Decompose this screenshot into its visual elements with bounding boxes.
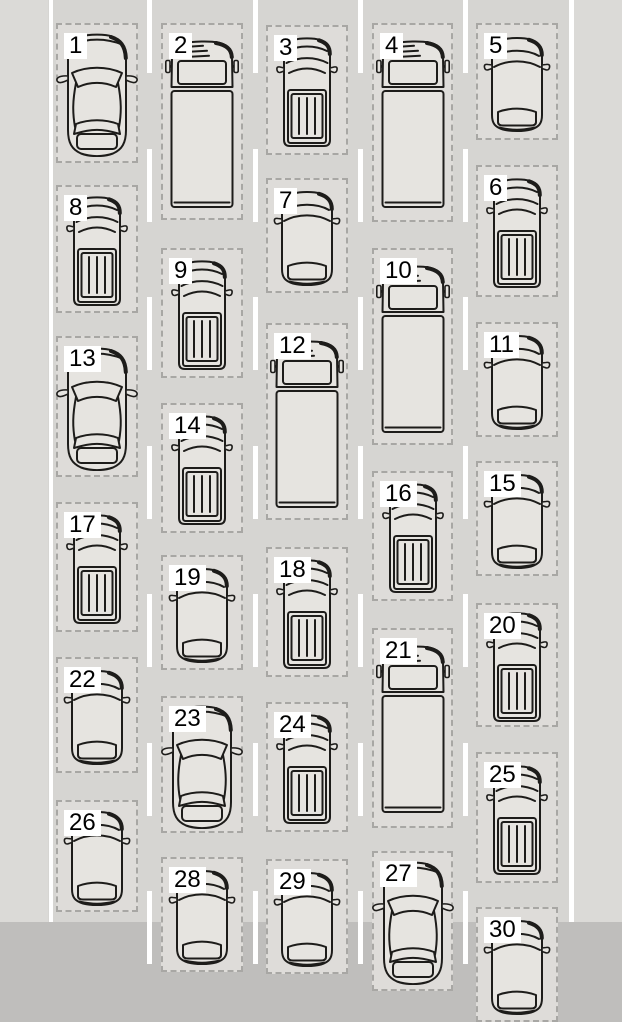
- parking-spot-17[interactable]: [56, 502, 138, 632]
- spot-number-label: 27: [380, 861, 417, 887]
- parking-spot-12[interactable]: [266, 323, 348, 520]
- lane-dash-marking: [253, 297, 258, 370]
- parking-spot-28[interactable]: [161, 857, 243, 972]
- lane-dash-marking: [253, 0, 258, 73]
- lane-dash-marking: [463, 297, 468, 370]
- lane-dash-marking: [358, 149, 363, 222]
- spot-number-label: 30: [484, 917, 521, 943]
- parking-spot-7[interactable]: [266, 178, 348, 293]
- spot-number-label: 18: [274, 557, 311, 583]
- parking-spot-27[interactable]: [372, 851, 453, 991]
- spot-number-label: 1: [64, 33, 87, 59]
- parking-spot-3[interactable]: [266, 25, 348, 155]
- spot-number-label: 2: [169, 33, 192, 59]
- lane-dash-marking: [463, 446, 468, 519]
- spot-number-label: 3: [274, 35, 297, 61]
- lane-dash-marking: [253, 149, 258, 222]
- lane-dash-marking: [253, 743, 258, 816]
- spot-number-label: 5: [484, 33, 507, 59]
- parking-spot-24[interactable]: [266, 702, 348, 832]
- lane-dash-marking: [358, 297, 363, 370]
- parking-spot-30[interactable]: [476, 907, 558, 1022]
- spot-number-label: 10: [380, 258, 417, 284]
- lane-boundary-line-1: [49, 0, 54, 922]
- lane-boundary-line-2: [569, 0, 574, 922]
- lane-dash-marking: [147, 0, 152, 73]
- spot-number-label: 24: [274, 712, 311, 738]
- spot-number-label: 23: [169, 706, 206, 732]
- lane-dash-marking: [147, 743, 152, 816]
- lane-dash-marking: [358, 891, 363, 964]
- lane-dash-marking: [358, 0, 363, 73]
- lane-dash-marking: [147, 891, 152, 964]
- spot-number-label: 20: [484, 613, 521, 639]
- parking-spot-26[interactable]: [56, 800, 138, 912]
- lane-dash-marking: [147, 297, 152, 370]
- spot-number-label: 6: [484, 175, 507, 201]
- parking-spot-20[interactable]: [476, 603, 558, 727]
- lane-dash-marking: [147, 594, 152, 667]
- lane-dash-marking: [463, 594, 468, 667]
- lane-dash-marking: [463, 743, 468, 816]
- lane-dash-marking: [463, 149, 468, 222]
- spot-number-label: 16: [380, 481, 417, 507]
- spot-number-label: 29: [274, 869, 311, 895]
- parking-spot-23[interactable]: [161, 696, 243, 833]
- lane-dash-marking: [253, 594, 258, 667]
- parking-spot-6[interactable]: [476, 165, 558, 297]
- lane-dash-marking: [358, 446, 363, 519]
- parking-spot-4[interactable]: [372, 23, 453, 222]
- parking-spot-16[interactable]: [372, 471, 453, 601]
- spot-number-label: 11: [484, 332, 519, 358]
- parking-spot-10[interactable]: [372, 248, 453, 445]
- parking-spot-13[interactable]: [56, 336, 138, 477]
- spot-number-label: 8: [64, 195, 87, 221]
- parking-spot-15[interactable]: [476, 461, 558, 576]
- parking-spot-11[interactable]: [476, 322, 558, 437]
- parking-spot-18[interactable]: [266, 547, 348, 677]
- parking-spot-21[interactable]: [372, 628, 453, 828]
- spot-number-label: 4: [380, 33, 403, 59]
- parking-spot-22[interactable]: [56, 657, 138, 773]
- curb-left: [0, 0, 48, 922]
- box-truck-icon: [165, 39, 239, 209]
- parking-spot-14[interactable]: [161, 403, 243, 533]
- parking-spot-19[interactable]: [161, 555, 243, 670]
- spot-number-label: 28: [169, 867, 206, 893]
- spot-number-label: 26: [64, 810, 101, 836]
- box-truck-icon: [376, 264, 450, 434]
- lane-dash-marking: [463, 891, 468, 964]
- box-truck-icon: [270, 339, 344, 509]
- lane-dash-marking: [147, 149, 152, 222]
- curb-right: [574, 0, 622, 922]
- parking-spot-8[interactable]: [56, 185, 138, 313]
- box-truck-icon: [376, 644, 450, 814]
- lane-dash-marking: [253, 446, 258, 519]
- parking-spot-1[interactable]: [56, 23, 138, 163]
- spot-number-label: 25: [484, 762, 521, 788]
- parking-spot-9[interactable]: [161, 248, 243, 378]
- spot-number-label: 21: [380, 638, 417, 664]
- spot-number-label: 15: [484, 471, 521, 497]
- spot-number-label: 22: [64, 667, 101, 693]
- spot-number-label: 9: [169, 258, 192, 284]
- parking-spot-25[interactable]: [476, 752, 558, 883]
- parking-spot-2[interactable]: [161, 23, 243, 220]
- parking-spot-5[interactable]: [476, 23, 558, 140]
- spot-number-label: 7: [274, 188, 297, 214]
- parking-spot-29[interactable]: [266, 859, 348, 974]
- lane-dash-marking: [253, 891, 258, 964]
- lane-dash-marking: [358, 594, 363, 667]
- lane-dash-marking: [358, 743, 363, 816]
- lane-dash-marking: [463, 0, 468, 73]
- spot-number-label: 19: [169, 565, 206, 591]
- box-truck-icon: [376, 39, 450, 209]
- lane-dash-marking: [147, 446, 152, 519]
- spot-number-label: 14: [169, 413, 206, 439]
- spot-number-label: 12: [274, 333, 311, 359]
- spot-number-label: 17: [64, 512, 101, 538]
- spot-number-label: 13: [64, 346, 101, 372]
